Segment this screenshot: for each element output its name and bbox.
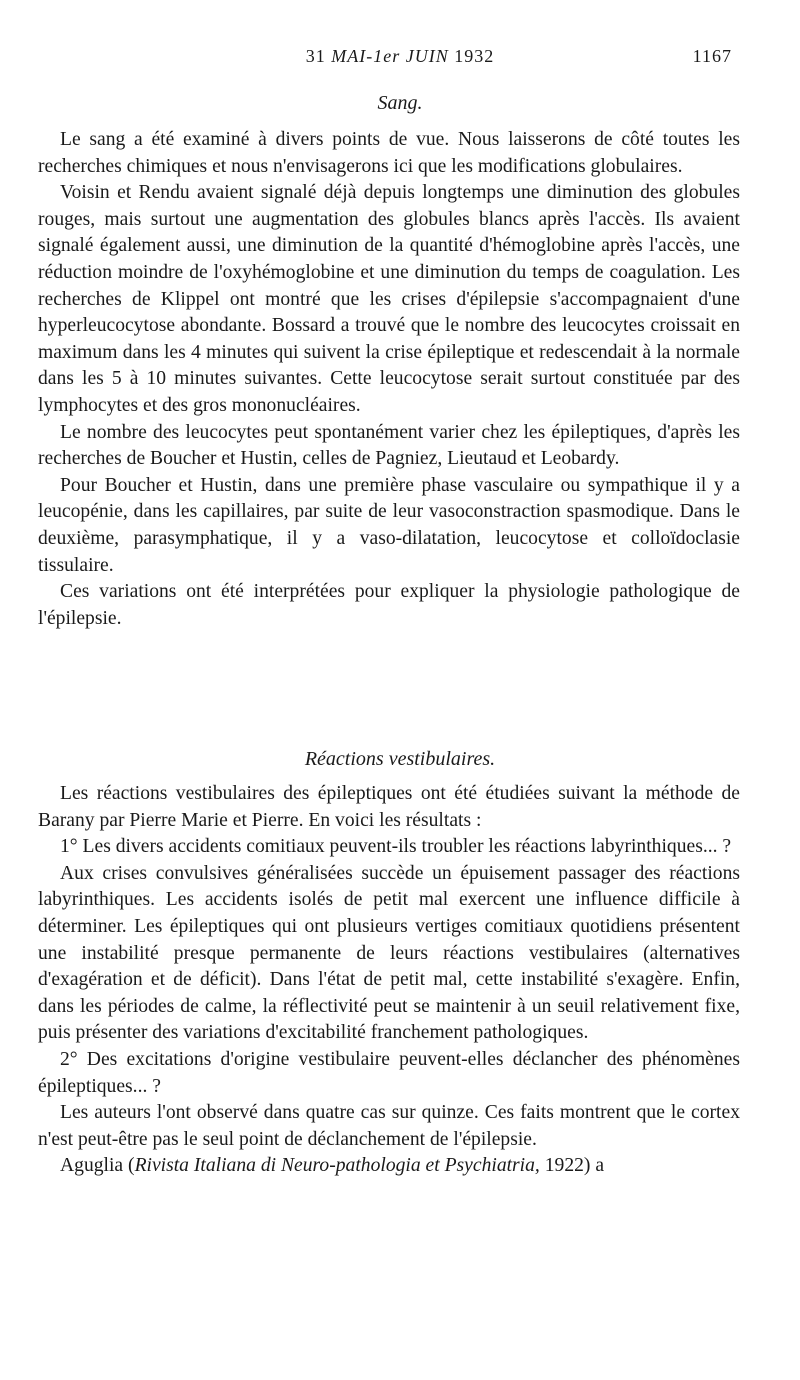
section-title-reactions-vestibulaires: Réactions vestibulaires. — [304, 748, 496, 770]
date-year: 1932 — [454, 46, 495, 66]
citation-post: 1922) a — [539, 1155, 605, 1177]
page-number: 1167 — [692, 46, 732, 66]
running-head-date — [0, 46, 800, 67]
paragraph-citation — [38, 1153, 740, 1180]
paragraph: 1° Les divers accidents comitiaux peuvent-ils troubler les réactions labyrinthiques... ? — [60, 836, 732, 858]
section-title-sang: Sang. — [377, 92, 423, 114]
section-body-sang — [38, 127, 740, 632]
citation-journal: Rivista Italiana di Neuro-pathologia et Psychiatria, — [134, 1155, 540, 1177]
section-body-reactions-vestibulaires — [38, 781, 740, 1180]
paragraph: Le sang a été examiné à divers points de vue. Nous laisserons de côté toutes les recherches chimiques et nous n'envisagerons ici que les modifications globulaires. — [38, 129, 740, 177]
paragraph: 2° Des excitations d'origine vestibulaire peuvent-elles déclancher des phénomènes épileptiques... ? — [38, 1048, 740, 1097]
citation-pre: Aguglia ( — [60, 1155, 135, 1177]
paragraph: Pour Boucher et Hustin, dans une première phase vasculaire ou sympathique il y a leucopénie, dans les capillaires, par suite de leur vasoconstraction spasmodique. Dans le deuxième, parasymphatique, il y a vaso-dilatation, leucocytose et colloïdoclasie tissulaire. — [38, 474, 740, 576]
paragraph: Ces variations ont été interprétées pour expliquer la physiologie pathologique de l'épilepsie. — [38, 581, 740, 629]
running-head — [0, 46, 800, 70]
paragraph: Les réactions vestibulaires des épileptiques ont été étudiées suivant la méthode de Barany par Pierre Marie et Pierre. En voici les résultats : — [38, 783, 740, 831]
date-months: MAI-1er JUIN — [331, 46, 449, 66]
paragraph: Le nombre des leucocytes peut spontanément varier chez les épileptiques, d'après les recherches de Boucher et Hustin, celles de Pagniez, Lieutaud et Leobardy. — [38, 421, 740, 470]
paragraph: Voisin et Rendu avaient signalé déjà depuis longtemps une diminution des globules rouges, mais surtout une augmentation des globules blancs après l'accès. Ils avaient signalé également aussi, une diminution de la quantité d'hémoglobine après l'accès, une réduction moindre de l'oxyhémoglobine et une diminution du temps de coagulation. Les recherches de Klippel ont montré que les crises d'épilepsie s'accompagnaient d'une hyperleucocytose abondante. Bossard a trouvé que le nombre des leucocytes croissait en maximum dans les 4 minutes qui suivent la crise épileptique et redescendait à la normale dans les 5 à 10 minutes suivantes. Cette leucocytose serait surtout constituée par des lymphocytes et des gros mononucléaires. — [38, 182, 740, 416]
paragraph: Aux crises convulsives généralisées succède un épuisement passager des réactions labyrinthiques. Les accidents isolés de petit mal exercent une influence difficile à déterminer. Les épileptiques qui ont plusieurs vertiges comitiaux quotidiens présentent une instabilité presque permanente de leurs réactions vestibulaires (alternatives d'exagération et de déficit). Dans l'état de petit mal, cette instabilité s'exagère. Enfin, dans les périodes de calme, la réflectivité peut se maintenir à un seuil relativement fixe, puis présenter des variations d'excitabilité franchement pathologiques. — [38, 862, 740, 1044]
paragraph: Les auteurs l'ont observé dans quatre cas sur quinze. Ces faits montrent que le cortex n'est peut-être pas le seul point de déclanchement de l'épilepsie. — [38, 1102, 740, 1150]
date-day: 31 — [305, 46, 326, 66]
